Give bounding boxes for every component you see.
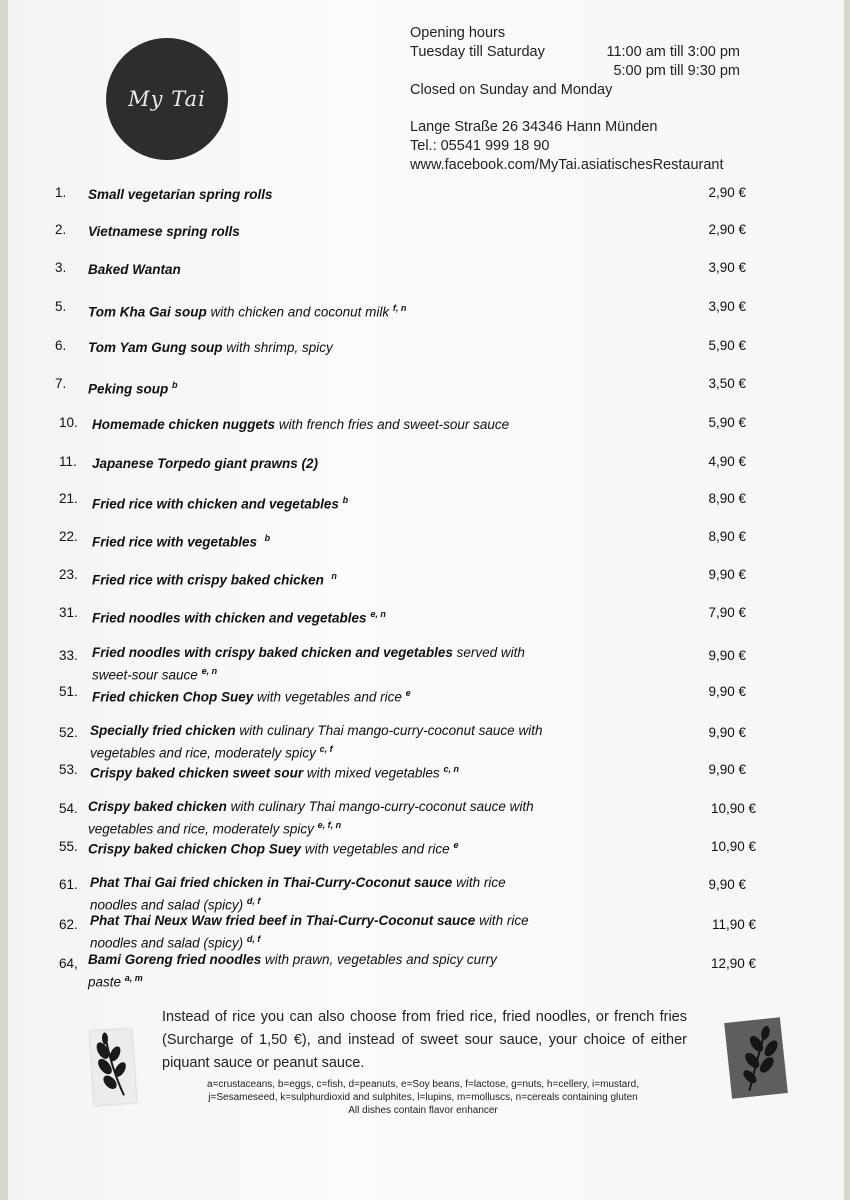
website-link[interactable]: www.facebook.com/MyTai.asiatischesRestaurant [410, 157, 724, 173]
item-price: 8,90 € [708, 491, 746, 506]
item-description [92, 415, 652, 434]
item-details: with rice noodles and salad (spicy) [90, 913, 529, 951]
item-price: 9,90 € [708, 684, 746, 699]
side-dish-note: Instead of rice you can also choose from fried rice, fried noodles, or french fries (Surcharge of 1,50 €), and instead of sweet sour sauce, your choice of either piquant sauce or peanut sauce. [162, 1009, 687, 1071]
item-name: Crispy baked chicken [88, 799, 227, 814]
menu-page [8, 0, 844, 1200]
item-number: 31. [59, 605, 78, 620]
allergen-codes: d, f [246, 934, 261, 944]
item-price: 3,50 € [708, 376, 746, 391]
item-description [88, 185, 648, 204]
hours-slot-1: 11:00 am till 3:00 pm [606, 44, 740, 60]
item-number: 10. [59, 415, 78, 430]
leaf-decoration-left [89, 1029, 136, 1106]
item-name: Specially fried chicken [90, 723, 236, 738]
item-name: Tom Yam Gung soup [88, 340, 223, 355]
item-name: Bami Goreng fried noodles [88, 952, 262, 967]
item-description [92, 529, 652, 552]
item-price: 9,90 € [708, 567, 746, 582]
allergen-codes: e [405, 688, 411, 698]
item-description [88, 950, 528, 992]
item-description [88, 299, 648, 322]
item-price: 8,90 € [708, 529, 746, 544]
item-name: Peking soup [88, 381, 169, 397]
item-description [92, 605, 652, 628]
opening-info [410, 24, 740, 175]
item-details: with mixed vegetables [303, 765, 440, 781]
item-details: with vegetables and rice [253, 689, 402, 705]
item-name: Phat Thai Neux Waw fried beef in Thai-Curry-Coconut sauce [90, 913, 476, 928]
address: Lange Straße 26 34346 Hann Münden [410, 119, 658, 135]
phone: Tel.: 05541 999 18 90 [410, 138, 550, 154]
logo-text: My Tai [128, 87, 206, 111]
item-description [88, 797, 578, 839]
item-price: 3,90 € [708, 299, 746, 314]
item-description [90, 873, 530, 915]
item-number: 52. [59, 725, 78, 740]
item-name: Phat Thai Gai fried chicken in Thai-Curry-Coconut sauce [90, 875, 453, 890]
item-price: 9,90 € [708, 725, 746, 740]
item-number: 6. [55, 338, 67, 353]
item-price: 9,90 € [708, 877, 746, 892]
item-description [88, 338, 648, 357]
hours-days: Tuesday till Saturday [410, 44, 545, 60]
item-price: 3,90 € [708, 260, 746, 275]
item-details: with culinary Thai mango-curry-coconut sauce with vegetables and rice, moderately spicy [90, 723, 543, 761]
item-name: Fried rice with chicken and vegetables [92, 496, 339, 512]
hours-slot-2: 5:00 pm till 9:30 pm [613, 63, 740, 79]
allergen-codes: c, n [443, 764, 459, 774]
item-details: served with sweet-sour sauce [92, 645, 525, 683]
item-price: 7,90 € [708, 605, 746, 620]
item-name: Crispy baked chicken Chop Suey [88, 841, 302, 857]
item-number: 54. [59, 801, 78, 816]
item-number: 51. [59, 684, 78, 699]
allergen-codes: e, n [201, 666, 218, 676]
item-name: Fried rice with crispy baked chicken [92, 572, 324, 588]
closed-days: Closed on Sunday and Monday [410, 82, 613, 98]
restaurant-logo [106, 38, 228, 160]
item-name: Baked Wantan [88, 262, 181, 277]
item-description [92, 643, 542, 685]
item-description [90, 721, 590, 763]
item-description [88, 836, 648, 859]
item-details: with french fries and sweet-sour sauce [275, 417, 510, 432]
item-number: 11. [59, 454, 77, 469]
item-price: 2,90 € [708, 185, 746, 200]
allergen-codes: e, f, n [317, 820, 342, 830]
legend-line-1: a=crustaceans, b=eggs, c=fish, d=peanuts, e=Soy beans, f=lactose, g=nuts, h=cellery, i=mustard, [206, 1079, 640, 1090]
item-number: 22. [59, 529, 78, 544]
item-number: 61. [59, 877, 78, 892]
item-number: 53. [59, 762, 78, 777]
item-name: Crispy baked chicken sweet sour [90, 765, 304, 781]
item-details: with chicken and coconut milk [206, 304, 390, 320]
allergen-codes: b [342, 495, 349, 505]
item-description [92, 491, 652, 514]
allergen-codes: b [172, 380, 178, 390]
item-price: 9,90 € [708, 762, 746, 777]
item-number: 23. [59, 567, 78, 582]
item-description [92, 684, 652, 707]
item-name: Fried noodles with crispy baked chicken and vegetables [92, 645, 453, 660]
item-number: 33. [59, 648, 78, 663]
item-number: 2. [55, 222, 67, 237]
allergen-codes: f, n [392, 303, 407, 313]
item-details: with culinary Thai mango-curry-coconut sauce with vegetables and rice, moderately spicy [88, 799, 534, 837]
item-number: 62. [59, 917, 78, 932]
allergen-codes: e, n [370, 609, 386, 619]
item-name: Homemade chicken nuggets [92, 417, 276, 432]
item-price: 11,90 € [711, 917, 756, 932]
allergen-codes: e [453, 840, 459, 850]
item-price: 2,90 € [708, 222, 746, 237]
allergen-codes: d, f [246, 896, 261, 906]
item-name: Fried chicken Chop Suey [92, 689, 254, 705]
item-name: Small vegetarian spring rolls [88, 187, 273, 202]
item-number: 64, [59, 956, 78, 971]
allergen-legend [188, 1078, 658, 1117]
allergen-codes: a, m [124, 973, 143, 983]
item-description [90, 911, 530, 953]
item-name: Fried rice with vegetables [92, 534, 258, 550]
item-details: with shrimp, spicy [222, 340, 333, 355]
leaf-decoration-right [724, 1017, 788, 1098]
leaf-icon [89, 1029, 136, 1106]
item-description [92, 567, 652, 590]
item-number: 55. [59, 839, 78, 854]
item-number: 1. [55, 185, 67, 200]
item-number: 5. [55, 299, 67, 314]
item-description [90, 760, 650, 783]
legend-line-2: j=Sesameseed, k=sulphurdioxid and sulphites, l=lupins, m=molluscs, n=cereals containing gluten [208, 1092, 638, 1103]
allergen-codes: n [331, 571, 337, 581]
item-price: 4,90 € [708, 454, 746, 469]
item-description [88, 222, 648, 241]
legend-line-3: All dishes contain flavor enhancer [348, 1105, 498, 1116]
hours-title: Opening hours [410, 25, 506, 41]
item-details: with vegetables and rice [301, 841, 450, 857]
item-description [88, 376, 648, 399]
item-name: Vietnamese spring rolls [88, 224, 240, 239]
item-name: Fried noodles with chicken and vegetables [92, 610, 367, 626]
allergen-codes: b [264, 533, 271, 543]
item-price: 9,90 € [708, 648, 746, 663]
item-number: 21. [59, 491, 78, 506]
item-description [92, 454, 652, 473]
item-price: 5,90 € [708, 338, 746, 353]
item-description [88, 260, 648, 279]
item-price: 10,90 € [710, 839, 756, 854]
item-details: with rice noodles and salad (spicy) [90, 875, 506, 913]
item-number: 3. [55, 260, 67, 275]
allergen-codes: c, f [319, 744, 333, 754]
item-name: Tom Kha Gai soup [88, 304, 207, 320]
item-details: with prawn, vegetables and spicy curry paste [88, 952, 497, 990]
item-name: Japanese Torpedo giant prawns (2) [92, 456, 319, 471]
item-number: 7. [55, 376, 67, 391]
item-price: 5,90 € [708, 415, 746, 430]
item-price: 12,90 € [710, 956, 756, 971]
leaf-icon [724, 1017, 788, 1098]
item-price: 10,90 € [710, 801, 756, 816]
